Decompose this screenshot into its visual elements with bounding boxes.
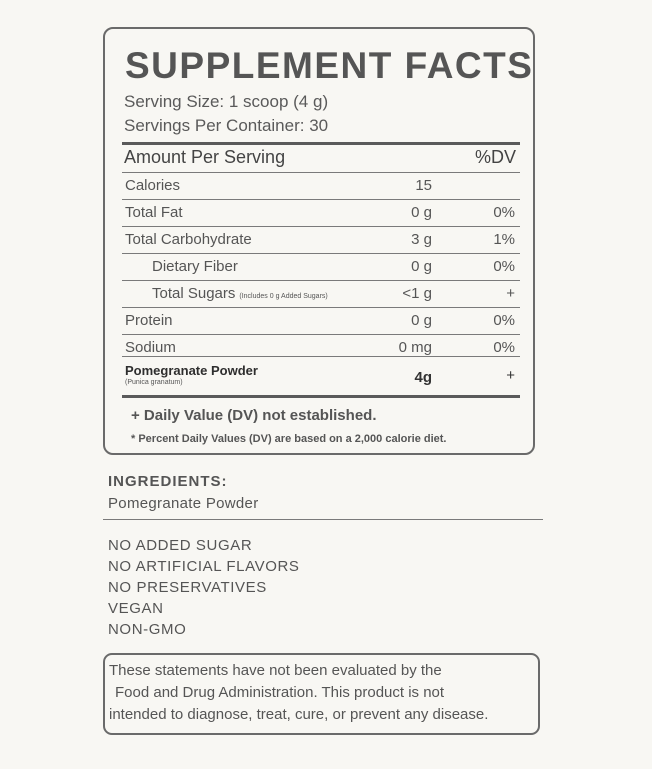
table-row-total-sugars bbox=[122, 280, 520, 307]
facts-title: SUPPLEMENT FACTS bbox=[125, 45, 534, 86]
table-row-dietary-fiber bbox=[122, 253, 520, 280]
thick-divider-top bbox=[122, 142, 520, 145]
nutrient-dv: + bbox=[506, 285, 515, 302]
dv-not-established-note: + Daily Value (DV) not established. bbox=[131, 407, 377, 424]
amount-per-serving-label: Amount Per Serving bbox=[124, 147, 286, 167]
supplement-facts-panel bbox=[103, 27, 535, 455]
nutrient-name: Total Sugars bbox=[152, 285, 236, 302]
ingredients-text: Pomegranate Powder bbox=[108, 495, 259, 512]
percent-daily-value-note: * Percent Daily Values (DV) are based on a 2,000 calorie diet. bbox=[131, 433, 447, 445]
disclaimer-line: Food and Drug Administration. This product is not bbox=[115, 684, 445, 701]
added-sugars-note: (Includes 0 g Added Sugars) bbox=[239, 293, 328, 300]
nutrient-name: Protein bbox=[125, 312, 173, 329]
table-row-pomegranate-powder bbox=[122, 356, 520, 396]
fda-disclaimer-box bbox=[103, 653, 540, 735]
latin-name: (Punica granatum) bbox=[125, 379, 183, 386]
nutrient-dv: 1% bbox=[493, 231, 515, 248]
thick-divider-bottom bbox=[122, 395, 520, 398]
nutrient-name: Total Carbohydrate bbox=[125, 231, 252, 248]
claim-item: NO PRESERVATIVES bbox=[108, 579, 267, 596]
nutrient-amount: 0 g bbox=[411, 312, 432, 329]
nutrient-dv: 0% bbox=[493, 258, 515, 275]
nutrient-name: Calories bbox=[125, 177, 181, 194]
table-row-total-carbohydrate bbox=[122, 226, 520, 253]
nutrient-dv: 0% bbox=[493, 339, 515, 356]
nutrient-amount: 0 g bbox=[411, 258, 432, 275]
nutrient-name: Pomegranate Powder bbox=[125, 363, 258, 378]
claim-item: NO ARTIFICIAL FLAVORS bbox=[108, 558, 300, 575]
ingredients-divider bbox=[103, 519, 543, 520]
product-claims-list bbox=[108, 535, 300, 640]
nutrient-amount: <1 g bbox=[402, 285, 432, 302]
nutrient-name: Total Fat bbox=[125, 204, 183, 221]
nutrient-amount: 0 g bbox=[411, 204, 432, 221]
nutrient-dv: + bbox=[506, 367, 515, 384]
facts-table-header bbox=[124, 147, 518, 171]
claim-item: VEGAN bbox=[108, 600, 164, 617]
nutrient-amount: 15 bbox=[415, 177, 432, 194]
table-row-protein bbox=[122, 307, 520, 334]
disclaimer-line: These statements have not been evaluated by the bbox=[109, 662, 442, 679]
nutrient-dv: 0% bbox=[493, 312, 515, 329]
claim-item: NO ADDED SUGAR bbox=[108, 537, 253, 554]
nutrient-amount: 0 mg bbox=[398, 339, 432, 356]
nutrient-name: Sodium bbox=[125, 339, 176, 356]
nutrient-amount: 3 g bbox=[411, 231, 432, 248]
nutrient-dv: 0% bbox=[493, 204, 515, 221]
servings-per-container: Servings Per Container: 30 bbox=[124, 116, 329, 135]
nutrient-name: Dietary Fiber bbox=[152, 258, 238, 275]
serving-size: Serving Size: 1 scoop (4 g) bbox=[124, 92, 329, 111]
claim-item: NON-GMO bbox=[108, 621, 187, 638]
nutrient-amount: 4g bbox=[414, 369, 432, 386]
ingredients-heading: INGREDIENTS: bbox=[108, 473, 228, 490]
disclaimer-line: intended to diagnose, treat, cure, or prevent any disease. bbox=[109, 706, 489, 723]
nutrient-name-wrap bbox=[152, 285, 328, 302]
table-row-calories bbox=[122, 172, 520, 199]
table-row-total-fat bbox=[122, 199, 520, 226]
dv-column-label: %DV bbox=[474, 147, 516, 167]
